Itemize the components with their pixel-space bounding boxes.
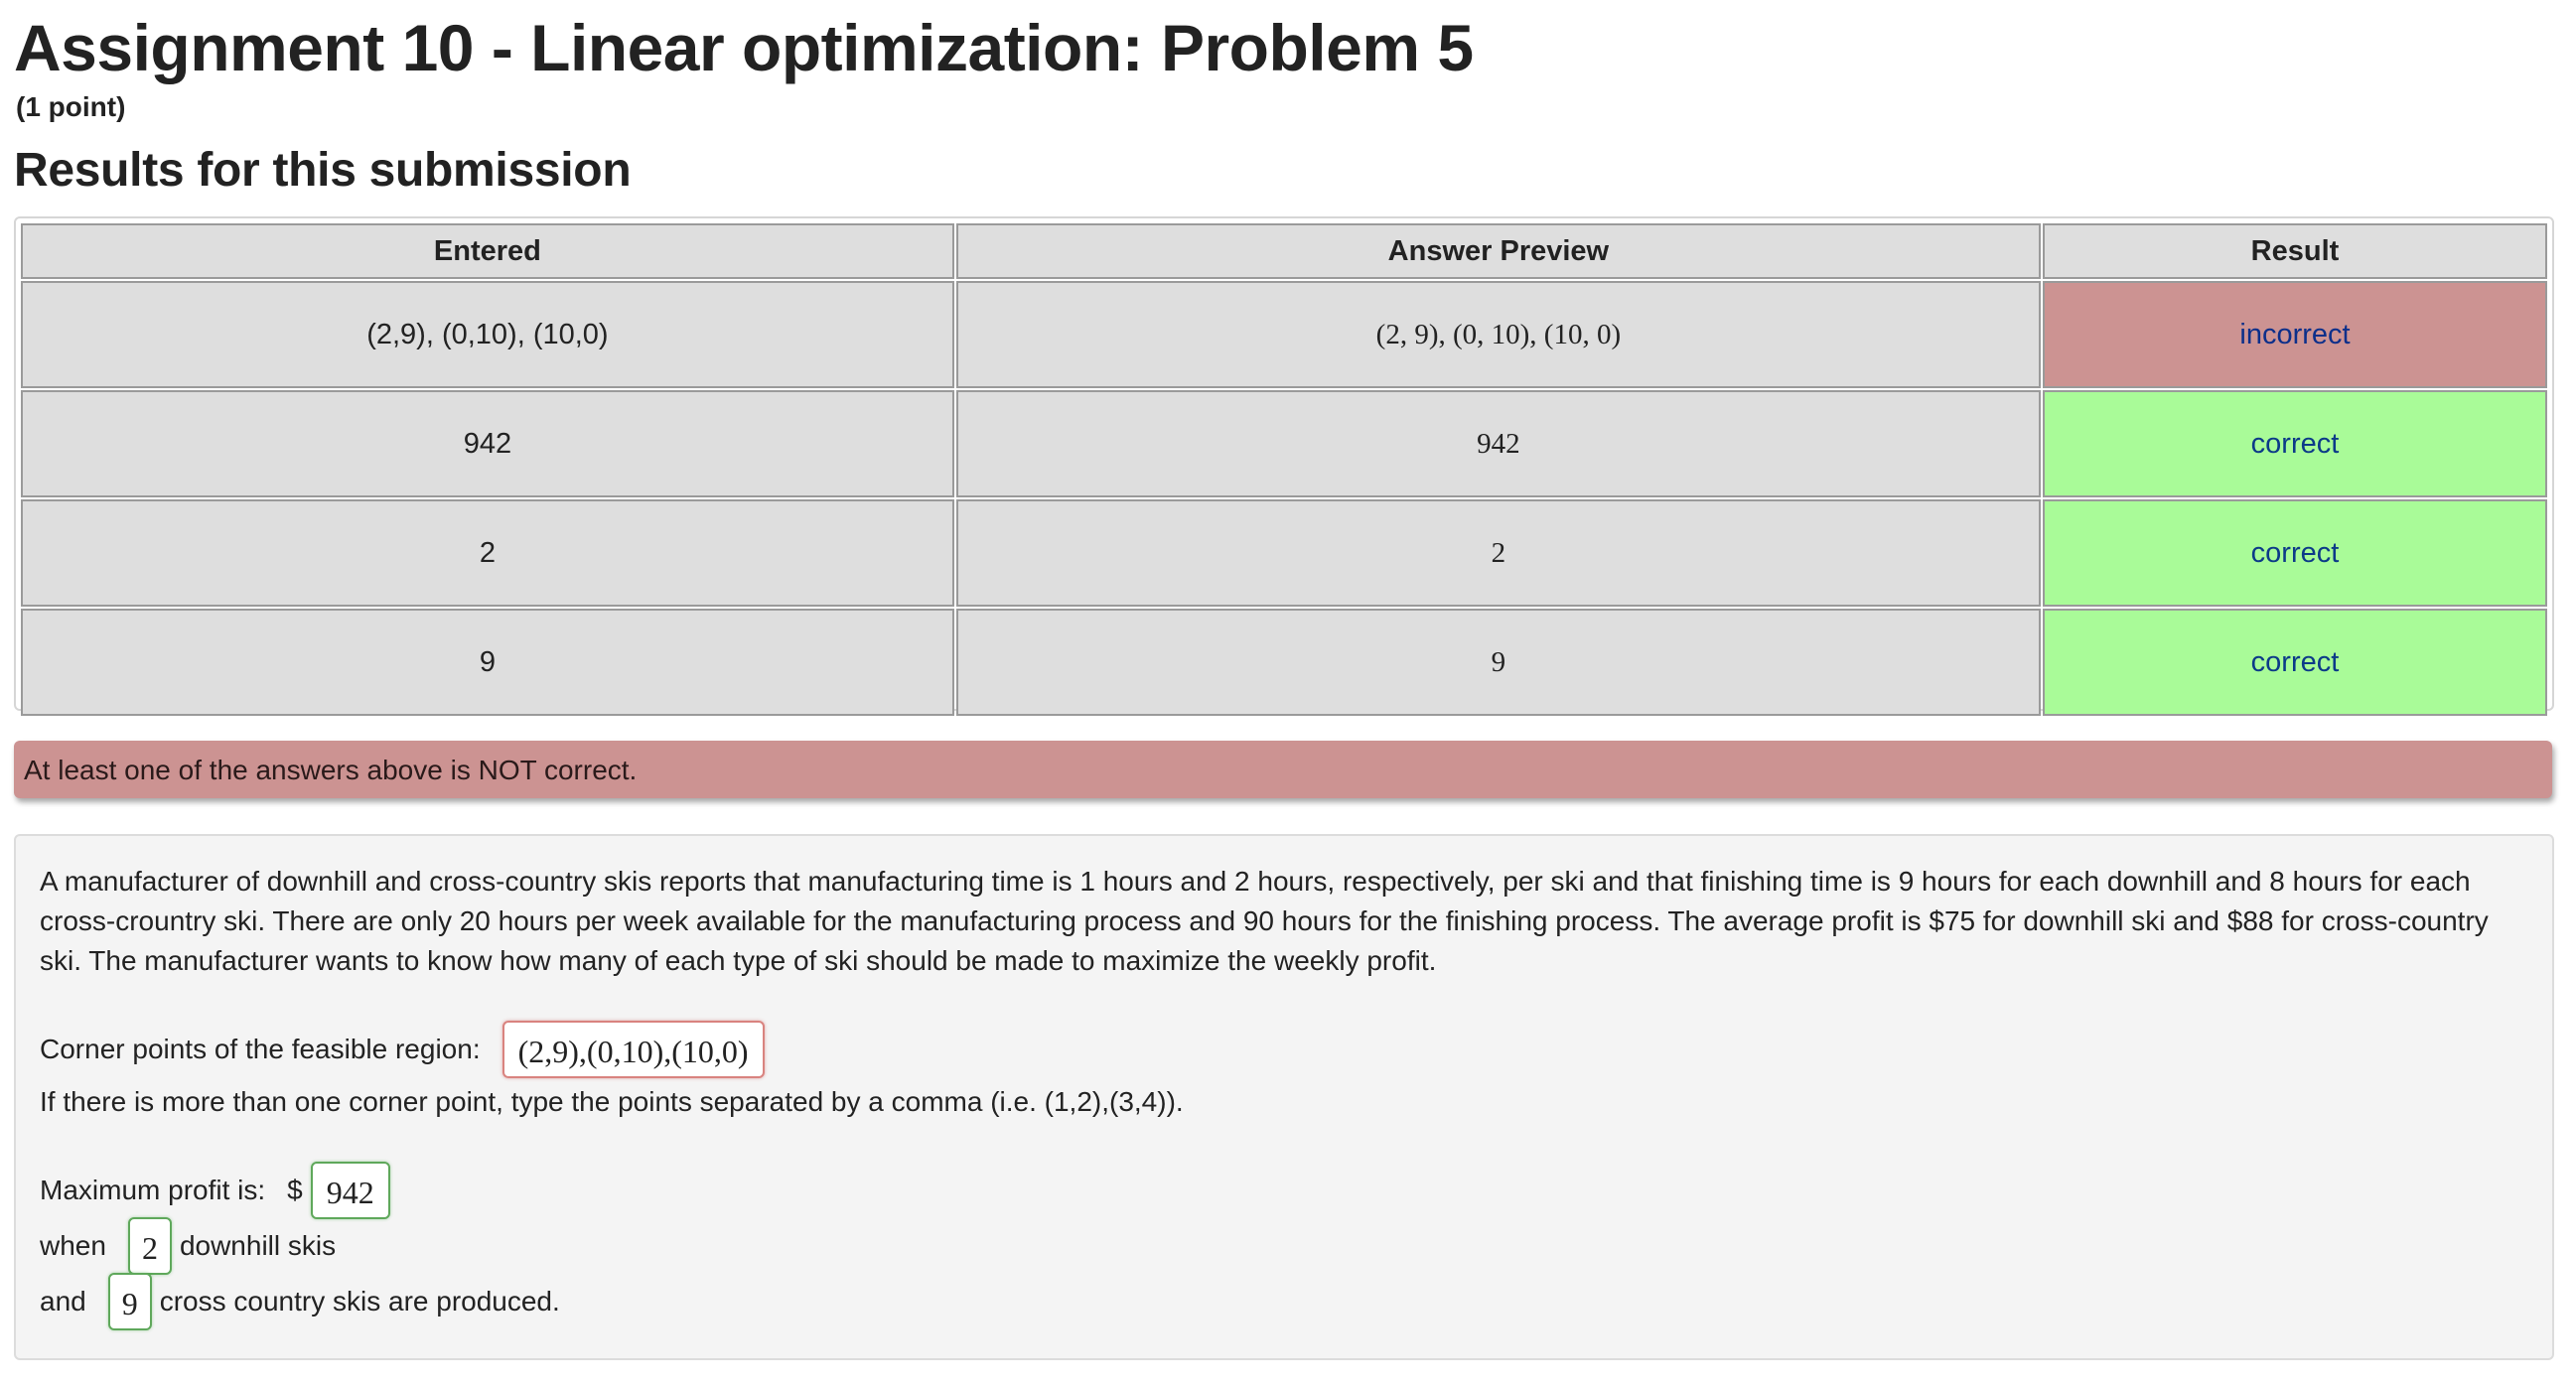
answer-preview-cell: 942 <box>956 390 2041 497</box>
cross-country-label: cross country skis are produced. <box>159 1286 560 1317</box>
results-table-container <box>14 216 2554 711</box>
column-header-entered: Entered <box>21 223 954 279</box>
entered-cell: (2,9), (0,10), (10,0) <box>21 281 954 388</box>
table-row <box>21 390 2547 497</box>
answer-preview-cell: (2, 9), (0, 10), (10, 0) <box>956 281 2041 388</box>
downhill-answer-input[interactable]: 2 <box>128 1217 172 1275</box>
max-profit-label: Maximum profit is: <box>40 1175 266 1205</box>
corner-points-row <box>40 1021 765 1078</box>
max-profit-row <box>40 1162 390 1219</box>
results-heading: Results for this submission <box>14 144 632 197</box>
downhill-label: downhill skis <box>179 1230 337 1261</box>
max-profit-answer-input[interactable]: 942 <box>311 1162 390 1219</box>
result-cell-correct: correct <box>2043 499 2547 607</box>
problem-body <box>14 834 2554 1360</box>
corner-points-hint: If there is more than one corner point, type the points separated by a comma (i.e. (1,2),(3,4)). <box>40 1086 1184 1117</box>
column-header-answer-preview: Answer Preview <box>956 223 2041 279</box>
results-table <box>19 221 2549 718</box>
problem-statement: A manufacturer of downhill and cross-country skis reports that manufacturing time is 1 hours and 2 hours, respectively, per ski and that finishing time is 9 hours for each downhill and 8 hours for each cross-crountry ski. There are only 20 hours per week available for the manufacturing process and 90 hours for the finishing process. The average profit is $75 for downhill ski and $88 for cross-country ski. The manufacturer wants to know how many of each type of ski should be made to maximize the weekly profit. <box>40 866 2489 976</box>
table-header-row <box>21 223 2547 279</box>
downhill-row <box>40 1217 336 1275</box>
entered-cell: 2 <box>21 499 954 607</box>
table-row <box>21 609 2547 716</box>
result-cell-correct: correct <box>2043 609 2547 716</box>
and-label: and <box>40 1286 86 1317</box>
cross-country-row <box>40 1273 560 1330</box>
result-cell-incorrect: incorrect <box>2043 281 2547 388</box>
when-label: when <box>40 1230 106 1261</box>
points-label: (1 point) <box>16 91 126 122</box>
entered-cell: 9 <box>21 609 954 716</box>
corner-hint-row <box>40 1082 1184 1122</box>
table-row <box>21 499 2547 607</box>
corner-points-label: Corner points of the feasible region: <box>40 1034 481 1064</box>
cross-country-answer-input[interactable]: 9 <box>108 1273 152 1330</box>
table-row <box>21 281 2547 388</box>
incorrect-alert: At least one of the answers above is NOT correct. <box>14 741 2552 798</box>
column-header-result: Result <box>2043 223 2547 279</box>
answer-preview-cell: 2 <box>956 499 2041 607</box>
page-title: Assignment 10 - Linear optimization: Problem 5 <box>14 11 1474 84</box>
entered-cell: 942 <box>21 390 954 497</box>
result-cell-correct: correct <box>2043 390 2547 497</box>
corner-points-answer-input[interactable]: (2,9),(0,10),(10,0) <box>502 1021 765 1078</box>
currency-symbol: $ <box>287 1175 303 1205</box>
answer-preview-cell: 9 <box>956 609 2041 716</box>
